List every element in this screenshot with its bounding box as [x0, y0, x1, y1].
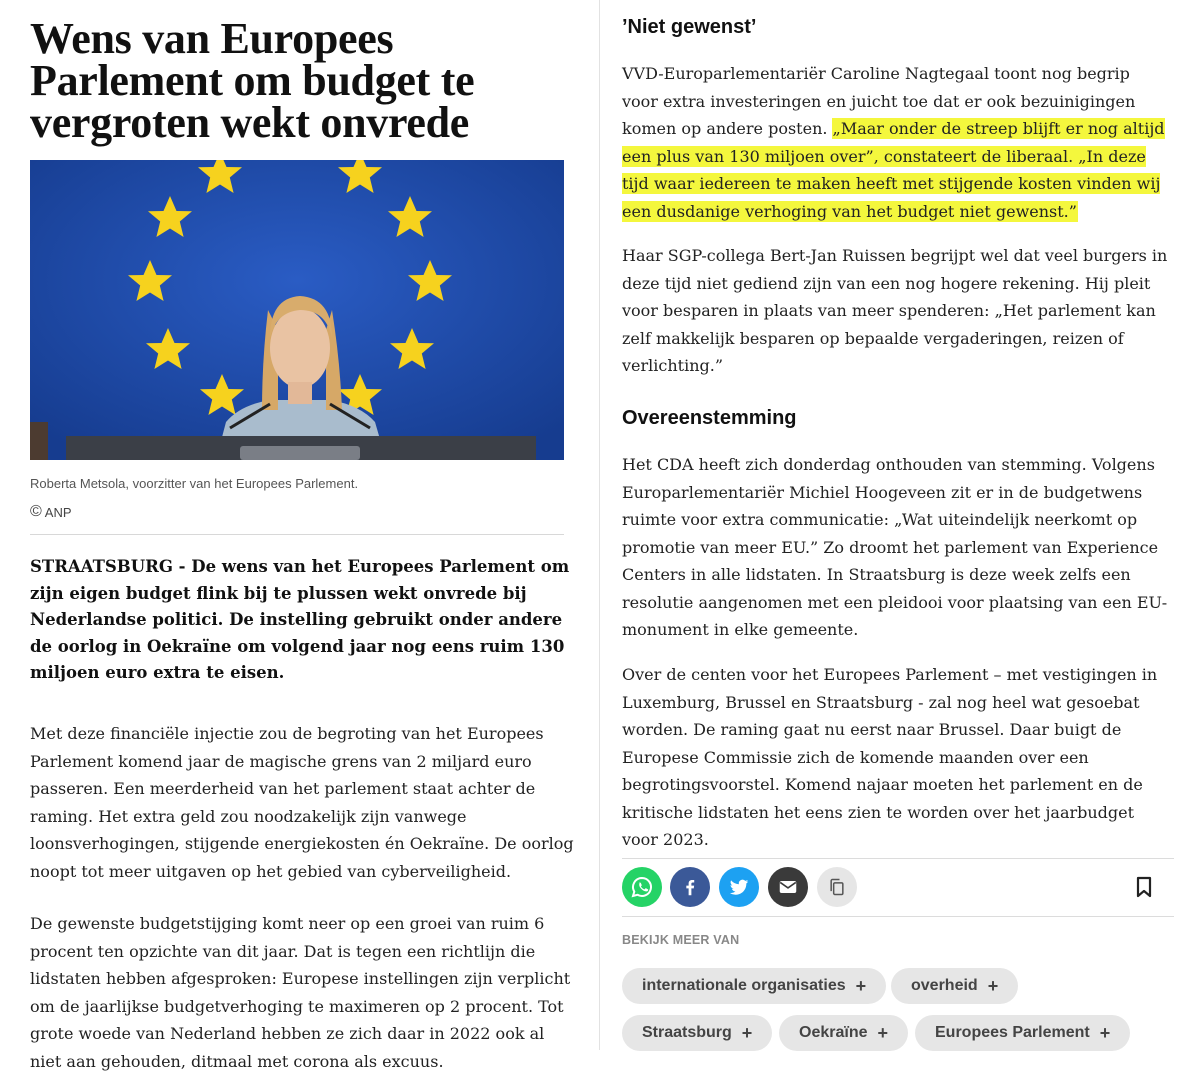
plus-icon: +	[987, 975, 999, 996]
article-paragraph	[622, 60, 1170, 225]
left-column	[30, 14, 574, 1071]
divider	[622, 858, 1174, 859]
article-paragraph: Haar SGP-collega Bert-Jan Ruissen begrijpt wel dat veel burgers in deze tijd niet gediend zijn van een nog hogere rekening. Hij pleit voor besparen in plaats van meer spenderen: „Het parlement kan zelf makkelijk besparen op bepaalde vergaderingen, reizen of verlichting.”	[622, 246, 1168, 375]
divider	[622, 916, 1174, 917]
twitter-icon	[728, 876, 750, 898]
section-heading: ’Niet gewenst’	[622, 16, 757, 38]
bookmark-button[interactable]	[1132, 875, 1156, 899]
tag-oekraine[interactable]	[779, 1015, 908, 1051]
paragraph-text: VVD-Europarlementariër Caroline Nagtegaal toont nog begrip voor extra investeringen en juicht toe dat er ook bezuinigingen komen op andere posten.	[622, 64, 1136, 138]
plus-icon: +	[741, 1022, 753, 1043]
photo-illustration	[30, 160, 564, 460]
tag-label: internationale organisaties	[642, 977, 846, 994]
tag-europees-parlement[interactable]	[915, 1015, 1130, 1051]
divider	[30, 534, 564, 535]
article-lead: STRAATSBURG - De wens van het Europees Parlement om zijn eigen budget flink bij te plussen wekt onvrede bij Nederlandse politici. De instelling gebruikt onder andere de oorlog in Oekraïne om volgend jaar nog eens ruim 130 miljoen euro extra te eisen.	[30, 557, 570, 682]
photo-caption: Roberta Metsola, voorzitter van het Europees Parlement.	[30, 476, 359, 491]
copy-icon	[827, 877, 847, 897]
facebook-share-button[interactable]	[670, 867, 710, 907]
tag-label: Europees Parlement	[935, 1024, 1090, 1041]
email-icon	[777, 876, 799, 898]
bookmark-icon	[1132, 875, 1156, 899]
twitter-share-button[interactable]	[719, 867, 759, 907]
copyright-icon: ©	[30, 503, 42, 520]
more-from-label: BEKIJK MEER VAN	[622, 933, 740, 947]
copy-link-button[interactable]	[817, 867, 857, 907]
plus-icon: +	[1099, 1022, 1111, 1043]
section-heading: Overeenstemming	[622, 407, 797, 429]
article-photo	[30, 160, 564, 460]
article-paragraph: De gewenste budgetstijging komt neer op een groei van ruim 6 procent ten opzichte van dit jaar. Dat is tegen een richtlijn die lidstaten hebben afgesproken: Europese instellingen zijn verplicht om de jaarlijkse budgetverhoging te maximeren op 2 procent. Tot grote woede van Nederland hebben ze zich daar in 2022 ook al niet aan gehouden, ditmaal met corona als excuus.	[30, 914, 571, 1071]
plus-icon: +	[855, 975, 867, 996]
tag-label: Straatsburg	[642, 1024, 732, 1041]
tag-straatsburg[interactable]	[622, 1015, 772, 1051]
whatsapp-share-button[interactable]	[622, 867, 662, 907]
photo-credit-text: ANP	[44, 504, 72, 520]
photo-credit	[30, 503, 72, 521]
plus-icon: +	[877, 1022, 888, 1043]
share-bar	[622, 867, 1174, 907]
tag-overheid[interactable]	[891, 968, 1018, 1004]
article-paragraph: Over de centen voor het Europees Parlement – met vestigingen in Luxemburg, Brussel en Straatsburg - zal nog heel wat gesoebat worden. De raming gaat nu eerst naar Brussel. Daar buigt de Europese Commissie zich de komende maanden over een begrotingsvoorstel. Komend najaar moeten het parlement en de kritische lidstaten het eens zien te worden over het jaarbudget voor 2023.	[622, 665, 1158, 849]
article-paragraph: Het CDA heeft zich donderdag onthouden van stemming. Volgens Europarlementariër Michiel Hoogeveen zit er in de budgetwens ruimte voor extra communicatie: „Wat uiteindelijk neerkomt op promotie van meer EU.” Zo droomt het parlement van Experience Centers in alle lidstaten. In Straatsburg is deze week zelfs een resolutie aangenomen met een pleidooi voor plaatsing van een EU-monument in elke gemeente.	[622, 455, 1168, 639]
facebook-icon	[679, 876, 701, 898]
tag-label: Oekraïne	[799, 1024, 868, 1041]
email-share-button[interactable]	[768, 867, 808, 907]
article-headline: Wens van Europees Parlement om budget te vergroten wekt onvrede	[30, 14, 475, 147]
highlighted-quote: „Maar onder de streep blijft er nog altijd een plus van 130 miljoen over”, constateert de liberaal. „In deze tijd waar iedereen te maken heeft met stijgende kosten vinden wij een dusdanige verhoging van het budget niet gewenst.”	[622, 119, 1165, 221]
column-divider	[599, 0, 600, 1050]
whatsapp-icon	[630, 875, 654, 899]
tag-label: overheid	[911, 977, 978, 994]
article-paragraph: Met deze financiële injectie zou de begroting van het Europees Parlement komend jaar de magische grens van 2 miljard euro passeren. Een meerderheid van het parlement staat achter de raming. Het extra geld zou noodzakelijk zijn vanwege loonsverhogingen, stijgende energiekosten én Oekraïne. De oorlog noopt tot meer uitgaven op het gebied van cyberveiligheid.	[30, 724, 574, 881]
tag-internationale-organisaties[interactable]	[622, 968, 886, 1004]
